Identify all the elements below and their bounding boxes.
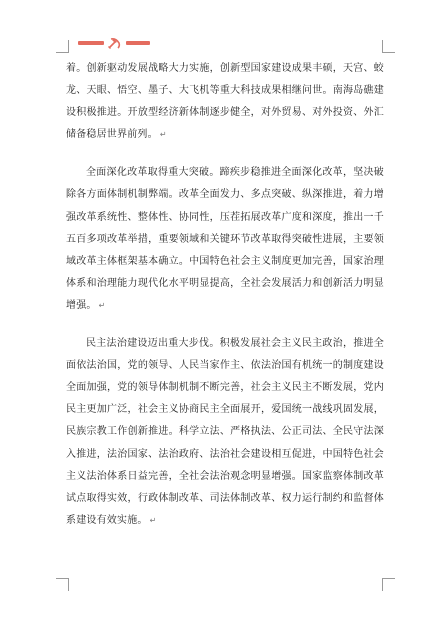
- paragraph: [66, 333, 384, 532]
- paragraph-mark: ↵: [149, 515, 157, 525]
- header-bar-left: [78, 41, 104, 45]
- paragraph: [66, 162, 384, 317]
- party-emblem-icon: [107, 37, 123, 49]
- paragraph: [66, 58, 384, 146]
- paragraph-mark: ↵: [159, 130, 167, 140]
- paragraph-text: 着。创新驱动发展战略大力实施，创新型国家建设成果丰硕，天宫、蛟龙、天眼、悟空、墨子、大飞机等重大科技成果相继问世。南海岛礁建设积极推进。开放型经济新体制逐步健全，对外贸易、对外投资、外汇储备稳居世界前列。: [66, 63, 384, 141]
- paragraph-mark: ↵: [98, 300, 106, 310]
- document-body: [66, 58, 384, 548]
- crop-mark-top-right: [382, 40, 395, 53]
- header-bar-right: [126, 41, 150, 45]
- paragraph-text: 全面深化改革取得重大突破。蹄疾步稳推进全面深化改革，坚决破除各方面体制机制弊端。改革全面发力、多点突破、纵深推进，着力增强改革系统性、整体性、协同性，压茬拓展改革广度和深度，推出一千五百多项改革举措，重要领域和关键环节改革取得突破性进展，主要领域改革主体框架基本确立。中国特色社会主义制度更加完善，国家治理体系和治理能力现代化水平明显提高，全社会发展活力和创新活力明显增强。: [66, 167, 384, 311]
- paragraph-text: 民主法治建设迈出重大步伐。积极发展社会主义民主政治，推进全面依法治国，党的领导、人民当家作主、依法治国有机统一的制度建设全面加强，党的领导体制机制不断完善，社会主义民主不断发展，党内民主更加广泛，社会主义协商民主全面展开，爱国统一战线巩固发展，民族宗教工作创新推进。科学立法、严格执法、公正司法、全民守法深入推进，法治国家、法治政府、法治社会建设相互促进，中国特色社会主义法治体系日益完善，全社会法治观念明显增强。国家监察体制改革试点取得实效，行政体制改革、司法体制改革、权力运行制约和监督体系建设有效实施。: [66, 338, 384, 526]
- header-decoration: [78, 37, 152, 49]
- crop-mark-top-left: [56, 40, 69, 53]
- crop-mark-bottom-left: [56, 578, 69, 591]
- crop-mark-bottom-right: [382, 578, 395, 591]
